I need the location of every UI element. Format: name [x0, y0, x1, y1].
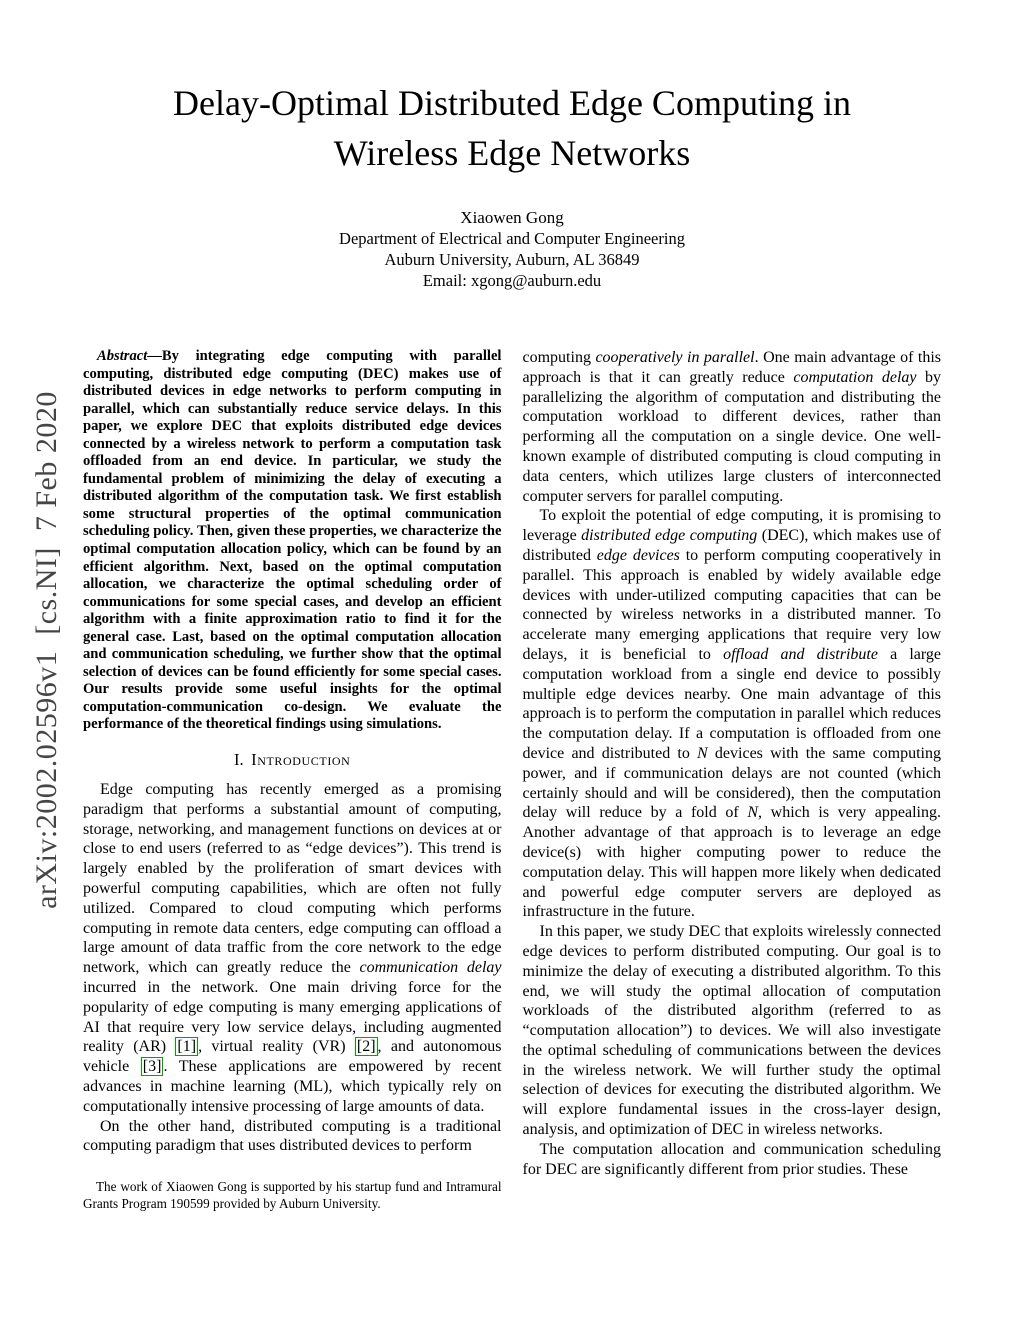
section-heading-introduction — [83, 750, 502, 770]
text-segment: The computation allocation and communication scheduling for DEC are significantly different from prior studies. These — [522, 1140, 941, 1178]
author-block — [0, 207, 1024, 291]
text-segment: (DEC), which makes use of distributed — [522, 527, 941, 564]
content-columns — [83, 348, 941, 1212]
text-segment: offload and distribute — [723, 645, 878, 663]
body-paragraph-prior-studies — [523, 1140, 942, 1180]
text-segment: , which is very appealing. Another advantage of that approach is to leverage an edge device(s) with higher computing power to reduce the computation delay. This will happen more likely when dedicated and powerful edge computer servers are deployed as infrastructure in the future. — [522, 804, 941, 921]
paper-title-line-1: Delay-Optimal Distributed Edge Computing in — [173, 83, 851, 123]
body-paragraph-continuation — [523, 348, 942, 506]
paper-title-line-2: Wireless Edge Networks — [333, 133, 691, 173]
citation-link-1[interactable]: [1] — [177, 1038, 197, 1056]
author-email: Email: xgong@auburn.edu — [422, 271, 602, 290]
text-segment: computing — [522, 349, 596, 366]
abstract-paragraph — [83, 348, 502, 734]
text-segment: cooperatively in parallel — [595, 349, 755, 366]
text-segment: by parallelizing the algorithm of computation and distributing the computation workload to different devices, rather than performing all the computation on a single device. One well-known example of distributed computing is cloud computing in data centers, which utilizes large clusters of interconnected computer servers for parallel computing. — [522, 368, 942, 505]
arxiv-watermark: arXiv:2002.02596v1 [cs.NI] 7 Feb 2020 — [30, 391, 63, 909]
paper-title — [0, 0, 1024, 178]
text-segment: Edge computing has recently emerged as a promising paradigm that performs a substantial amount of computing, storage, networking, and management functions on devices at or close to end users (referred to as “edge devices”). This trend is largely enabled by the proliferation of smart devices with powerful computing capabilities, which are often not fully utilized. Compared to cloud computing which performs computing in remote data centers, edge computing can offload a large amount of data traffic from the core network to the edge network, which can greatly reduce the — [83, 781, 502, 977]
text-segment: To exploit the potential of edge computing, it is promising to leverage — [522, 507, 941, 545]
text-segment: distributed edge computing — [581, 527, 758, 545]
section-number: I. — [234, 750, 244, 770]
author-name: Xiaowen Gong — [460, 208, 564, 227]
intro-paragraph-2 — [83, 1117, 502, 1157]
section-title: Introduction — [251, 750, 351, 770]
text-segment: In this paper, we study DEC that exploits wirelessly connected edge devices to perform distributed computing. Our goal is to minimize the delay of executing a distributed algorithm. To this end, we will study the optimal allocation of computation workloads of the distributed algorithm (referred to as “computation allocation”) to devices. We will also investigate the optimal scheduling of communications between the devices in the wireless network. We will further study the optimal selection of devices for executing the distributed algorithm. We will explore fundamental issues in the cross-layer design, analysis, and optimization of DEC in wireless networks. — [522, 923, 941, 1139]
text-segment: On the other hand, distributed computing is a traditional computing paradigm that uses distributed devices to perform — [83, 1117, 502, 1155]
author-department: Department of Electrical and Computer Engineering — [339, 229, 685, 248]
text-segment: communication delay — [359, 959, 502, 977]
text-segment: , and autonomous vehicle — [83, 1038, 502, 1076]
text-segment: , virtual reality (VR) — [198, 1038, 355, 1056]
text-segment: devices with the same computing power, and if communication delays are not counted (which certainly should and will be considered), then the computation delay will reduce by a fold of — [522, 744, 942, 822]
left-column — [83, 348, 502, 1212]
text-segment: —By integrating edge computing with parallel computing, distributed edge computing (DEC) makes use of distributed devices in edge networks to perform computing in parallel, which can substantially reduce service delays. In this paper, we explore DEC that exploits distributed edge devices connected by a wireless network to perform a computation task offloaded from an end device. In particular, we study the fundamental problem of minimizing the delay of executing a distributed algorithm of the computation task. We first establish some structural properties of the optimal communication scheduling policy. Then, given these properties, we characterize the optimal computation allocation policy, which can be found by an efficient algorithm. Next, based on the optimal computation allocation, we characterize the optimal scheduling order of communications for some special cases, and develop an efficient algorithm with a finite approximation ratio to find it for the general case. Last, based on the optimal computation allocation and communication scheduling, we further show that the optimal selection of devices can be found efficiently for some special cases. Our results provide some useful insights for the optimal computation-communication co-design. We evaluate the performance of the theoretical findings using simulations. — [83, 348, 502, 733]
text-segment: . These applications are empowered by recent advances in machine learning (ML), which typically rely on computationally intensive processing of large amounts of data. — [83, 1058, 502, 1115]
body-paragraph-dec — [523, 506, 942, 922]
text-segment: a large computation workload from a single end device to possibly multiple edge devices nearby. One main advantage of this approach is to perform the computation in parallel which reduces the computation delay. If a computation is offloaded from one device and distributed to — [522, 645, 942, 762]
text-segment: The work of Xiaowen Gong is supported by his startup fund and Intramural Grants Program 190599 provided by Auburn University. — [83, 1179, 502, 1211]
support-footnote — [83, 1179, 502, 1212]
text-segment: N — [697, 744, 708, 762]
text-segment: computation delay — [793, 368, 917, 386]
citation-link-2[interactable]: [2] — [356, 1038, 376, 1056]
intro-paragraph-1 — [83, 780, 502, 1117]
right-column — [523, 348, 942, 1212]
text-segment: Abstract — [97, 348, 148, 364]
text-segment: incurred in the network. One main driving force for the popularity of edge computing is many emerging applications of AI that require very low service delays, including augmented reality (AR) — [83, 979, 502, 1056]
citation-link-3[interactable]: [3] — [142, 1058, 162, 1076]
body-paragraph-this-paper — [523, 922, 942, 1140]
text-segment: to perform computing cooperatively in parallel. This approach is enabled by widely available edge devices with under-utilized computing capacities that can be connected by wireless networks in a distributed manner. To accelerate many emerging applications that require very low delays, it is beneficial to — [522, 546, 942, 663]
text-segment: . One main advantage of this approach is that it can greatly reduce — [522, 349, 942, 386]
text-segment: N — [747, 804, 759, 822]
text-segment: edge devices — [596, 546, 680, 564]
author-university: Auburn University, Auburn, AL 36849 — [384, 250, 640, 269]
